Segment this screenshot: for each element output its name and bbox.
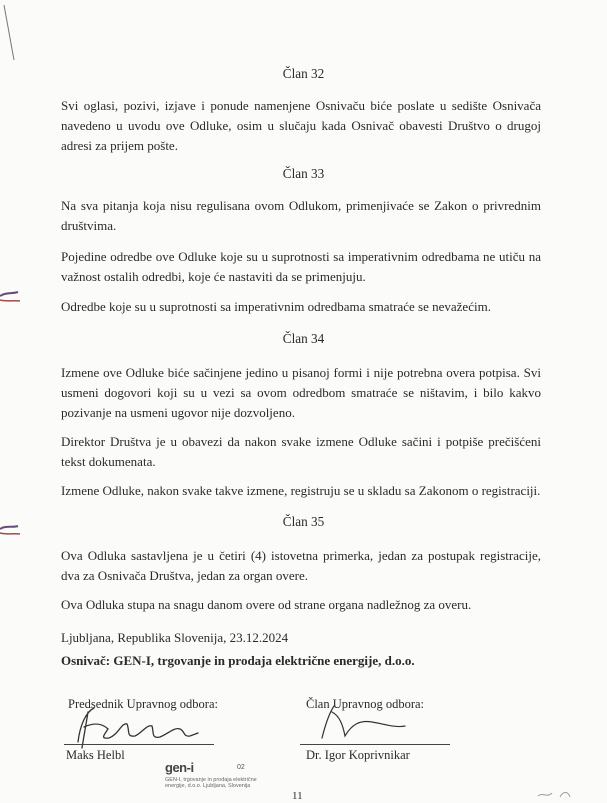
stamp-number: 02 [237, 764, 245, 771]
company-stamp [165, 760, 275, 800]
founder-line: Osnivač: GEN-I, trgovanje in prodaja električne energije, d.o.o. [61, 653, 415, 668]
article-33-heading: Član 33 [282, 166, 325, 181]
article-34-paragraph-2: Direktor Društva je u obavezi da nakon svake izmene Odluke sačini i potpiše prečišćeni tekst dokumenata. [61, 434, 541, 469]
stamp-text: GEN-I, trgovanje in prodaja električne energije, d.o.o. Ljubljana, Slovenija [165, 777, 257, 789]
left-signatory-name: Maks Helbl [66, 748, 125, 762]
article-34-heading: Član 34 [282, 331, 325, 346]
place-and-date: Ljubljana, Republika Slovenija, 23.12.2024 [61, 630, 289, 645]
left-signature-line [64, 744, 214, 745]
article-34-paragraph-1: Izmene ove Odluke biće sačinjene jedino u pisanoj formi i nije potrebna overa potpisa. Svi usmeni dogovori koji su u vezi sa ovom odredbom smatraće se ništavim, i bilo kakvo pozivanje na usmeni ugovor nije dozvoljeno. [61, 365, 541, 420]
article-33-paragraph-1: Na sva pitanja koja nisu regulisana ovom Odlukom, primenjivaće se Zakon o privrednim društvima. [61, 198, 541, 233]
scan-mark-line [4, 5, 14, 60]
article-35-paragraph-1: Ova Odluka sastavljena je u četiri (4) istovetna primerka, jedan za postupak registracije, dva za Osnivača Društva, jedan za organ overe. [61, 548, 541, 583]
article-34-paragraph-3: Izmene Odluke, nakon svake takve izmene, registruju se u skladu sa Zakonom o registraciji. [61, 483, 541, 498]
left-signatory-role: Predsednik Upravnog odbora: [68, 697, 218, 711]
article-33-paragraph-2: Pojedine odredbe ove Odluke koje su u suprotnosti sa imperativnim odredbama ne utiču na važnost ostalih odredbi, koje će nastaviti da se primenjuju. [61, 249, 541, 284]
article-32-paragraph-1: Svi oglasi, pozivi, izjave i ponude namenjene Osnivaču biće poslate u sedište Osnivača navedeno u uvodu ove Odluke, osim u slučaju kada Osnivač obavesti Društvo o drugoj adresi za prijem pošte. [61, 98, 541, 153]
page-number: 11 [292, 790, 303, 802]
right-signatory-name: Dr. Igor Koprivnikar [306, 748, 410, 762]
binder-hole-mark-top [0, 292, 20, 301]
right-signatory-role: Član Upravnog odbora: [306, 697, 425, 711]
article-32-heading: Član 32 [282, 66, 325, 81]
right-signature-line [300, 744, 450, 745]
scan-mark-corner [538, 793, 570, 798]
stamp-logo: gen-i [165, 760, 194, 775]
article-33-paragraph-3: Odredbe koje su u suprotnosti sa imperativnim odredbama smatraće se nevažećim. [61, 299, 491, 314]
article-35-heading: Član 35 [282, 514, 325, 529]
article-35-paragraph-2: Ova Odluka stupa na snagu danom overe od strane organa nadležnog za overu. [61, 597, 472, 612]
